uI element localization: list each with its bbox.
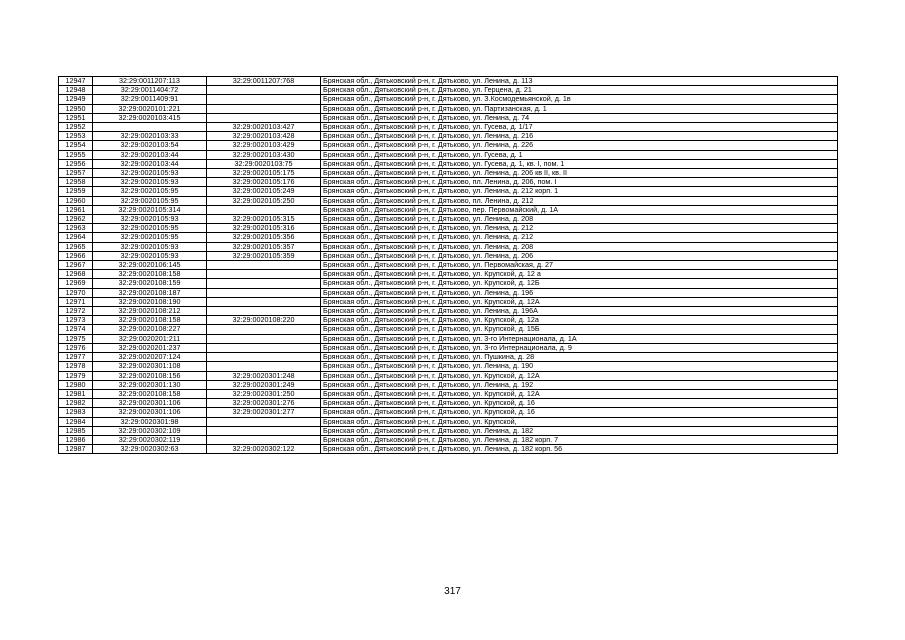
address-cell: Брянская обл., Дятьковский р-н, г. Дятьково, ул. Ленина, д. 206 кв II, кв. II bbox=[321, 169, 838, 178]
address-cell: Брянская обл., Дятьковский р-н, г. Дятьково, ул. Крупской, д. 15Б bbox=[321, 325, 838, 334]
related-cadastral-number-cell bbox=[207, 435, 321, 444]
related-cadastral-number-cell: 32:29:0020301:249 bbox=[207, 380, 321, 389]
row-number-cell: 12949 bbox=[59, 95, 93, 104]
cadastral-number-cell: 32:29:0020301:106 bbox=[93, 408, 207, 417]
address-cell: Брянская обл., Дятьковский р-н, г. Дятьково, ул. 3-го Интернационала, д. 9 bbox=[321, 343, 838, 352]
cadastral-number-cell: 32:29:0020301:98 bbox=[93, 417, 207, 426]
row-number-cell: 12963 bbox=[59, 224, 93, 233]
related-cadastral-number-cell bbox=[207, 297, 321, 306]
cadastral-number-cell: 32:29:0020301:130 bbox=[93, 380, 207, 389]
related-cadastral-number-cell bbox=[207, 334, 321, 343]
cadastral-number-cell: 32:29:0020108:187 bbox=[93, 288, 207, 297]
table-row bbox=[59, 187, 838, 196]
related-cadastral-number-cell bbox=[207, 426, 321, 435]
related-cadastral-number-cell: 32:29:0020103:428 bbox=[207, 132, 321, 141]
table-row bbox=[59, 279, 838, 288]
cadastral-number-cell: 32:29:0020105:95 bbox=[93, 187, 207, 196]
row-number-cell: 12987 bbox=[59, 445, 93, 454]
cadastral-number-cell: 32:29:0020301:106 bbox=[93, 399, 207, 408]
cadastral-number-cell: 32:29:0011404:72 bbox=[93, 86, 207, 95]
row-number-cell: 12961 bbox=[59, 205, 93, 214]
address-cell: Брянская обл., Дятьковский р-н, г. Дятьково, ул. Ленина, д. 216 bbox=[321, 132, 838, 141]
row-number-cell: 12973 bbox=[59, 316, 93, 325]
address-cell: Брянская обл., Дятьковский р-н, г. Дятьково, ул. Ленина, д. 74 bbox=[321, 113, 838, 122]
table-row bbox=[59, 150, 838, 159]
address-cell: Брянская обл., Дятьковский р-н, г. Дятьково, ул. Ленина, д. 212 bbox=[321, 224, 838, 233]
cadastral-number-cell: 32:29:0020108:158 bbox=[93, 316, 207, 325]
table-row bbox=[59, 196, 838, 205]
cadastral-number-cell: 32:29:0020108:156 bbox=[93, 371, 207, 380]
cadastral-number-cell: 32:29:0020108:158 bbox=[93, 270, 207, 279]
address-cell: Брянская обл., Дятьковский р-н, г. Дятьково, ул. Ленина, д. 208 bbox=[321, 215, 838, 224]
address-cell: Брянская обл., Дятьковский р-н, г. Дятьково, ул. Крупской, д. 12А bbox=[321, 389, 838, 398]
row-number-cell: 12964 bbox=[59, 233, 93, 242]
cadastral-number-cell: 32:29:0020105:93 bbox=[93, 215, 207, 224]
address-cell: Брянская обл., Дятьковский р-н, г. Дятьково, ул. Ленина, д. 212 корп. 1 bbox=[321, 187, 838, 196]
row-number-cell: 12977 bbox=[59, 353, 93, 362]
address-cell: Брянская обл., Дятьковский р-н, г. Дятьково, ул. Первомайская, д. 27 bbox=[321, 261, 838, 270]
row-number-cell: 12979 bbox=[59, 371, 93, 380]
row-number-cell: 12967 bbox=[59, 261, 93, 270]
related-cadastral-number-cell: 32:29:0020103:75 bbox=[207, 159, 321, 168]
related-cadastral-number-cell: 32:29:0020301:276 bbox=[207, 399, 321, 408]
cadastral-number-cell: 32:29:0011207:113 bbox=[93, 77, 207, 86]
address-cell: Брянская обл., Дятьковский р-н, г. Дятьково, ул. Герцена, д. 21 bbox=[321, 86, 838, 95]
row-number-cell: 12986 bbox=[59, 435, 93, 444]
table-row bbox=[59, 334, 838, 343]
address-cell: Брянская обл., Дятьковский р-н, г. Дятьково, ул. Ленина, д. 182 bbox=[321, 426, 838, 435]
row-number-cell: 12955 bbox=[59, 150, 93, 159]
related-cadastral-number-cell: 32:29:0020103:430 bbox=[207, 150, 321, 159]
cadastral-number-cell: 32:29:0020207:124 bbox=[93, 353, 207, 362]
related-cadastral-number-cell bbox=[207, 86, 321, 95]
table-row bbox=[59, 325, 838, 334]
related-cadastral-number-cell: 32:29:0020105:175 bbox=[207, 169, 321, 178]
related-cadastral-number-cell bbox=[207, 307, 321, 316]
cadastral-number-cell: 32:29:0020105:95 bbox=[93, 224, 207, 233]
related-cadastral-number-cell bbox=[207, 362, 321, 371]
row-number-cell: 12960 bbox=[59, 196, 93, 205]
related-cadastral-number-cell: 32:29:0011207:768 bbox=[207, 77, 321, 86]
row-number-cell: 12968 bbox=[59, 270, 93, 279]
related-cadastral-number-cell bbox=[207, 343, 321, 352]
row-number-cell: 12956 bbox=[59, 159, 93, 168]
address-cell: Брянская обл., Дятьковский р-н, г. Дятьково, ул. Ленина, д. 206 bbox=[321, 251, 838, 260]
table-row bbox=[59, 362, 838, 371]
table-row bbox=[59, 426, 838, 435]
address-cell: Брянская обл., Дятьковский р-н, г. Дятьково, ул. Ленина, д. 182 корп. 7 bbox=[321, 435, 838, 444]
address-cell: Брянская обл., Дятьковский р-н, г. Дятьково, ул. Крупской, д. 12а bbox=[321, 316, 838, 325]
row-number-cell: 12978 bbox=[59, 362, 93, 371]
row-number-cell: 12971 bbox=[59, 297, 93, 306]
row-number-cell: 12969 bbox=[59, 279, 93, 288]
row-number-cell: 12947 bbox=[59, 77, 93, 86]
table-row bbox=[59, 113, 838, 122]
row-number-cell: 12970 bbox=[59, 288, 93, 297]
table-row bbox=[59, 205, 838, 214]
related-cadastral-number-cell: 32:29:0020105:176 bbox=[207, 178, 321, 187]
table-row bbox=[59, 297, 838, 306]
table-row bbox=[59, 380, 838, 389]
cadastral-number-cell: 32:29:0020105:95 bbox=[93, 233, 207, 242]
related-cadastral-number-cell: 32:29:0020105:359 bbox=[207, 251, 321, 260]
address-cell: Брянская обл., Дятьковский р-н, г. Дятьково, ул. Гусева, д. 1, кв. I, пом. 1 bbox=[321, 159, 838, 168]
table-row bbox=[59, 435, 838, 444]
related-cadastral-number-cell: 32:29:0020105:357 bbox=[207, 242, 321, 251]
cadastral-number-cell: 32:29:0020302:63 bbox=[93, 445, 207, 454]
address-cell: Брянская обл., Дятьковский р-н, г. Дятьково, ул. Крупской, д. 12 а bbox=[321, 270, 838, 279]
row-number-cell: 12959 bbox=[59, 187, 93, 196]
row-number-cell: 12965 bbox=[59, 242, 93, 251]
table-row bbox=[59, 371, 838, 380]
registry-table bbox=[58, 76, 838, 454]
address-cell: Брянская обл., Дятьковский р-н, г. Дятьково, ул. Крупской, д. 12Б bbox=[321, 279, 838, 288]
address-cell: Брянская обл., Дятьковский р-н, г. Дятьково, ул. Ленина, д. 190 bbox=[321, 362, 838, 371]
table-row bbox=[59, 417, 838, 426]
table-row bbox=[59, 307, 838, 316]
cadastral-number-cell: 32:29:0020106:145 bbox=[93, 261, 207, 270]
row-number-cell: 12954 bbox=[59, 141, 93, 150]
cadastral-number-cell: 32:29:0020101:221 bbox=[93, 104, 207, 113]
related-cadastral-number-cell: 32:29:0020105:356 bbox=[207, 233, 321, 242]
table-row bbox=[59, 261, 838, 270]
related-cadastral-number-cell bbox=[207, 288, 321, 297]
cadastral-number-cell: 32:29:0020201:237 bbox=[93, 343, 207, 352]
address-cell: Брянская обл., Дятьковский р-н, г. Дятьково, пл. Ленина, д. 212 bbox=[321, 196, 838, 205]
related-cadastral-number-cell: 32:29:0020301:277 bbox=[207, 408, 321, 417]
row-number-cell: 12966 bbox=[59, 251, 93, 260]
cadastral-number-cell: 32:29:0020302:119 bbox=[93, 435, 207, 444]
related-cadastral-number-cell: 32:29:0020105:316 bbox=[207, 224, 321, 233]
related-cadastral-number-cell: 32:29:0020105:249 bbox=[207, 187, 321, 196]
cadastral-number-cell: 32:29:0020105:93 bbox=[93, 178, 207, 187]
table-row bbox=[59, 169, 838, 178]
related-cadastral-number-cell bbox=[207, 325, 321, 334]
cadastral-number-cell: 32:29:0020105:95 bbox=[93, 196, 207, 205]
cadastral-number-cell: 32:29:0020302:109 bbox=[93, 426, 207, 435]
cadastral-number-cell: 32:29:0020103:33 bbox=[93, 132, 207, 141]
related-cadastral-number-cell bbox=[207, 95, 321, 104]
row-number-cell: 12984 bbox=[59, 417, 93, 426]
row-number-cell: 12958 bbox=[59, 178, 93, 187]
table-row bbox=[59, 132, 838, 141]
table-row bbox=[59, 215, 838, 224]
address-cell: Брянская обл., Дятьковский р-н, г. Дятьково, ул. Ленина, д. 212 bbox=[321, 233, 838, 242]
table-row bbox=[59, 104, 838, 113]
related-cadastral-number-cell bbox=[207, 353, 321, 362]
related-cadastral-number-cell bbox=[207, 417, 321, 426]
related-cadastral-number-cell: 32:29:0020105:315 bbox=[207, 215, 321, 224]
table-row bbox=[59, 399, 838, 408]
row-number-cell: 12957 bbox=[59, 169, 93, 178]
row-number-cell: 12980 bbox=[59, 380, 93, 389]
cadastral-number-cell: 32:29:0020201:211 bbox=[93, 334, 207, 343]
related-cadastral-number-cell: 32:29:0020108:220 bbox=[207, 316, 321, 325]
address-cell: Брянская обл., Дятьковский р-н, г. Дятьково, ул. Крупской, д. 12А bbox=[321, 297, 838, 306]
row-number-cell: 12976 bbox=[59, 343, 93, 352]
cadastral-number-cell: 32:29:0020108:212 bbox=[93, 307, 207, 316]
table-row bbox=[59, 389, 838, 398]
related-cadastral-number-cell: 32:29:0020302:122 bbox=[207, 445, 321, 454]
table-row bbox=[59, 445, 838, 454]
related-cadastral-number-cell: 32:29:0020301:248 bbox=[207, 371, 321, 380]
address-cell: Брянская обл., Дятьковский р-н, г. Дятьково, ул. Ленина, д. 226 bbox=[321, 141, 838, 150]
row-number-cell: 12975 bbox=[59, 334, 93, 343]
related-cadastral-number-cell bbox=[207, 113, 321, 122]
cadastral-number-cell: 32:29:0020105:93 bbox=[93, 169, 207, 178]
address-cell: Брянская обл., Дятьковский р-н, г. Дятьково, ул. Пушкина, д. 28 bbox=[321, 353, 838, 362]
address-cell: Брянская обл., Дятьковский р-н, г. Дятьково, ул. Ленина, д. 182 корп. 56 bbox=[321, 445, 838, 454]
table-row bbox=[59, 316, 838, 325]
cadastral-number-cell: 32:29:0020301:108 bbox=[93, 362, 207, 371]
address-cell: Брянская обл., Дятьковский р-н, г. Дятьково, ул. Ленина, д. 196 bbox=[321, 288, 838, 297]
address-cell: Брянская обл., Дятьковский р-н, г. Дятьково, ул. Крупской, д. 12А bbox=[321, 371, 838, 380]
table-row bbox=[59, 159, 838, 168]
table-row bbox=[59, 251, 838, 260]
registry-table-body bbox=[59, 77, 838, 454]
address-cell: Брянская обл., Дятьковский р-н, г. Дятьково, ул. Ленина, д. 196А bbox=[321, 307, 838, 316]
row-number-cell: 12985 bbox=[59, 426, 93, 435]
cadastral-number-cell: 32:29:0020105:314 bbox=[93, 205, 207, 214]
address-cell: Брянская обл., Дятьковский р-н, г. Дятьково, ул. Крупской, д. 16 bbox=[321, 408, 838, 417]
row-number-cell: 12953 bbox=[59, 132, 93, 141]
row-number-cell: 12981 bbox=[59, 389, 93, 398]
cadastral-number-cell: 32:29:0020108:190 bbox=[93, 297, 207, 306]
cadastral-number-cell: 32:29:0020108:158 bbox=[93, 389, 207, 398]
row-number-cell: 12983 bbox=[59, 408, 93, 417]
related-cadastral-number-cell: 32:29:0020105:250 bbox=[207, 196, 321, 205]
row-number-cell: 12962 bbox=[59, 215, 93, 224]
address-cell: Брянская обл., Дятьковский р-н, г. Дятьково, ул. Гусева, д. 1 bbox=[321, 150, 838, 159]
address-cell: Брянская обл., Дятьковский р-н, г. Дятьково, ул. Гусева, д. 1/17 bbox=[321, 123, 838, 132]
table-row bbox=[59, 270, 838, 279]
table-row bbox=[59, 408, 838, 417]
cadastral-number-cell: 32:29:0020103:44 bbox=[93, 159, 207, 168]
table-row bbox=[59, 224, 838, 233]
table-row bbox=[59, 178, 838, 187]
table-row bbox=[59, 123, 838, 132]
cadastral-number-cell: 32:29:0011409:91 bbox=[93, 95, 207, 104]
table-row bbox=[59, 77, 838, 86]
address-cell: Брянская обл., Дятьковский р-н, г. Дятьково, пл. Ленина, д. 206, пом. I bbox=[321, 178, 838, 187]
address-cell: Брянская обл., Дятьковский р-н, г. Дятьково, ул. Крупской, bbox=[321, 417, 838, 426]
address-cell: Брянская обл., Дятьковский р-н, г. Дятьково, ул. Крупской, д. 16 bbox=[321, 399, 838, 408]
table-row bbox=[59, 233, 838, 242]
table-row bbox=[59, 353, 838, 362]
address-cell: Брянская обл., Дятьковский р-н, г. Дятьково, пер. Первомайский, д. 1А bbox=[321, 205, 838, 214]
table-row bbox=[59, 86, 838, 95]
table-row bbox=[59, 95, 838, 104]
row-number-cell: 12982 bbox=[59, 399, 93, 408]
related-cadastral-number-cell bbox=[207, 104, 321, 113]
cadastral-number-cell: 32:29:0020103:54 bbox=[93, 141, 207, 150]
cadastral-number-cell: 32:29:0020103:44 bbox=[93, 150, 207, 159]
cadastral-number-cell: 32:29:0020105:93 bbox=[93, 251, 207, 260]
row-number-cell: 12952 bbox=[59, 123, 93, 132]
page-number: 317 bbox=[444, 586, 461, 597]
table-row bbox=[59, 343, 838, 352]
cadastral-number-cell bbox=[93, 123, 207, 132]
related-cadastral-number-cell bbox=[207, 205, 321, 214]
address-cell: Брянская обл., Дятьковский р-н, г. Дятьково, ул. 3-го Интернационала, д. 1А bbox=[321, 334, 838, 343]
address-cell: Брянская обл., Дятьковский р-н, г. Дятьково, ул. Партизанская, д. 1 bbox=[321, 104, 838, 113]
row-number-cell: 12950 bbox=[59, 104, 93, 113]
address-cell: Брянская обл., Дятьковский р-н, г. Дятьково, ул. Ленина, д. 113 bbox=[321, 77, 838, 86]
table-row bbox=[59, 288, 838, 297]
row-number-cell: 12972 bbox=[59, 307, 93, 316]
related-cadastral-number-cell bbox=[207, 261, 321, 270]
row-number-cell: 12948 bbox=[59, 86, 93, 95]
table-row bbox=[59, 141, 838, 150]
row-number-cell: 12951 bbox=[59, 113, 93, 122]
address-cell: Брянская обл., Дятьковский р-н, г. Дятьково, ул. Ленина, д. 208 bbox=[321, 242, 838, 251]
related-cadastral-number-cell bbox=[207, 279, 321, 288]
related-cadastral-number-cell: 32:29:0020301:250 bbox=[207, 389, 321, 398]
table-row bbox=[59, 242, 838, 251]
cadastral-number-cell: 32:29:0020108:227 bbox=[93, 325, 207, 334]
related-cadastral-number-cell bbox=[207, 270, 321, 279]
related-cadastral-number-cell: 32:29:0020103:429 bbox=[207, 141, 321, 150]
row-number-cell: 12974 bbox=[59, 325, 93, 334]
address-cell: Брянская обл., Дятьковский р-н, г. Дятьково, ул. Ленина, д. 192 bbox=[321, 380, 838, 389]
address-cell: Брянская обл., Дятьковский р-н, г. Дятьково, ул. З.Космодемьянской, д. 1в bbox=[321, 95, 838, 104]
cadastral-number-cell: 32:29:0020108:159 bbox=[93, 279, 207, 288]
cadastral-number-cell: 32:29:0020105:93 bbox=[93, 242, 207, 251]
related-cadastral-number-cell: 32:29:0020103:427 bbox=[207, 123, 321, 132]
cadastral-number-cell: 32:29:0020103:415 bbox=[93, 113, 207, 122]
